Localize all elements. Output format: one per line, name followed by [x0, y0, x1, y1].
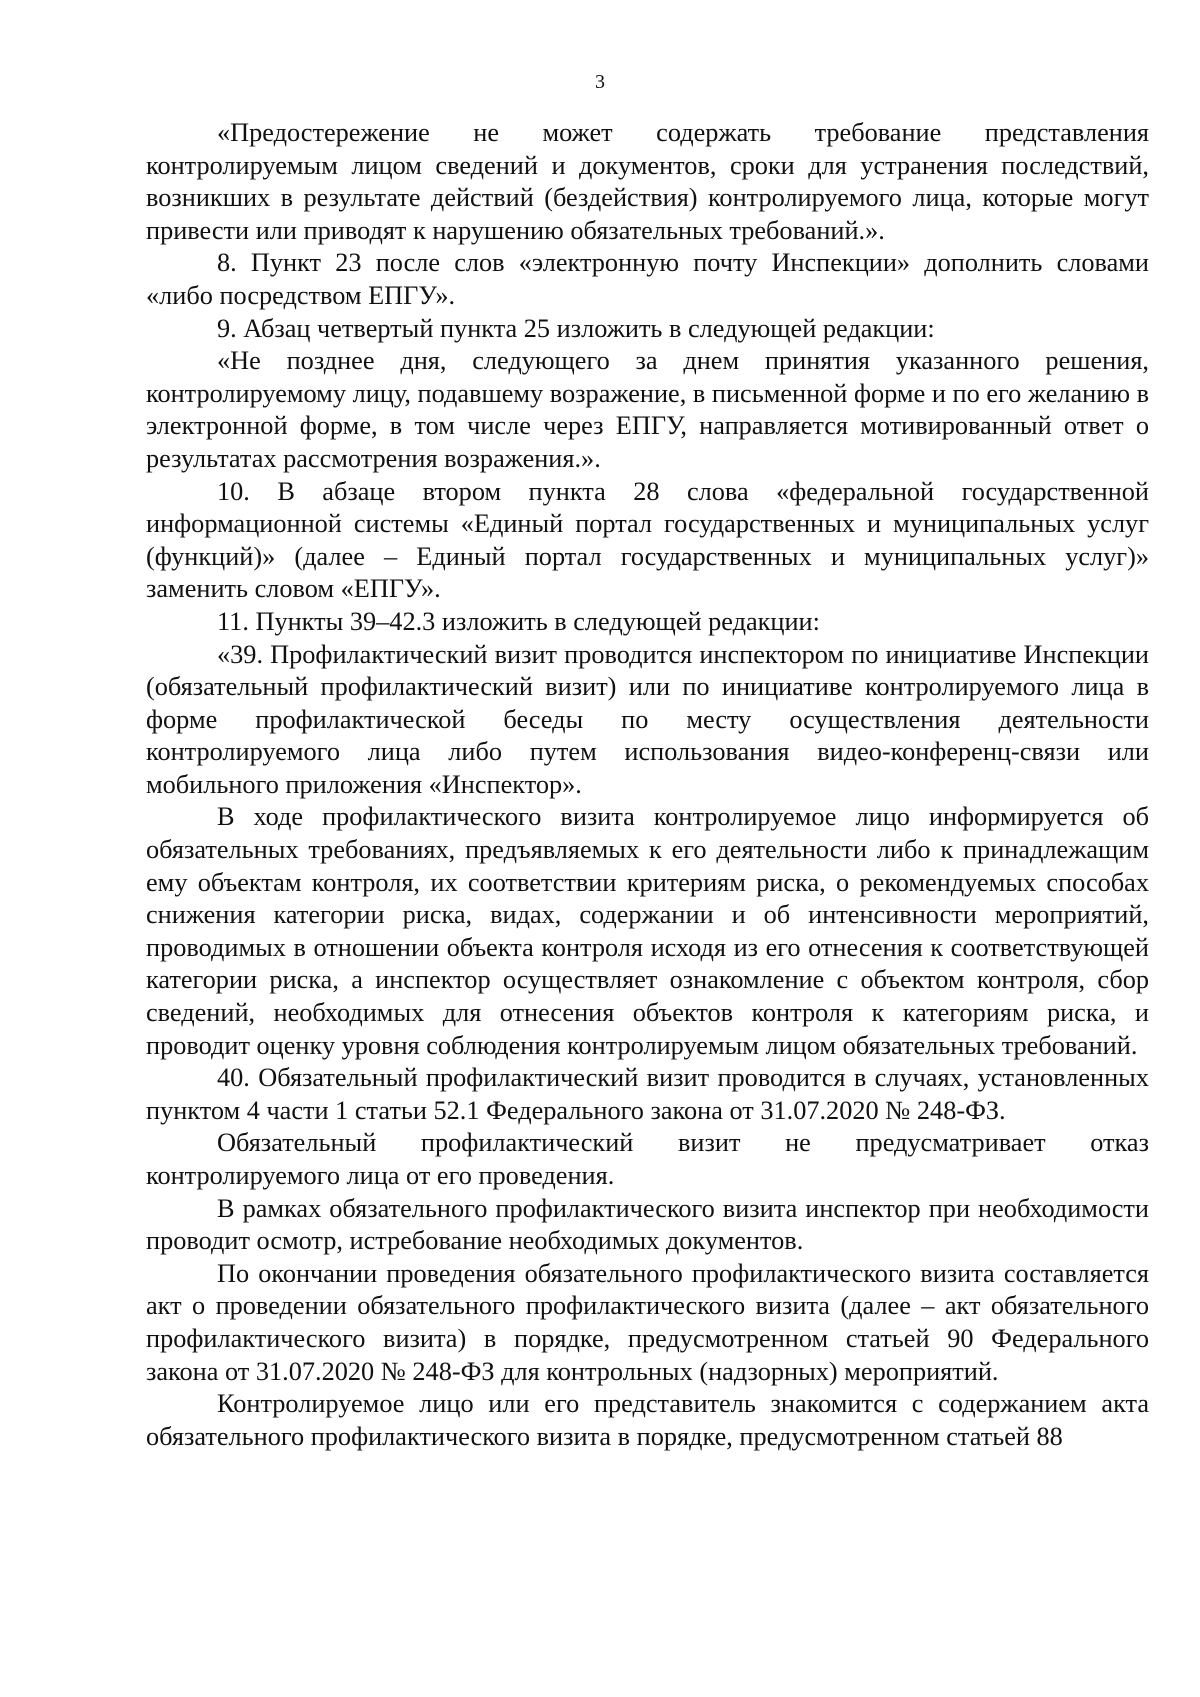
paragraph-clause-39: «39. Профилактический визит проводится инспектором по инициативе Инспекции (обязательный профилактический визит) или по инициативе контролируемого лица в форме профилактической беседы по месту осуществления деятельности контролируемого лица либо путем использования видео-конференц-связи или мобильного приложения «Инспектор».: [146, 639, 1149, 799]
paragraph-item-8: 8. Пункт 23 после слов «электронную почту Инспекции» дополнить словами «либо посредством ЕПГУ».: [146, 248, 1149, 310]
paragraph-item-9: 9. Абзац четвертый пункта 25 изложить в следующей редакции:: [217, 313, 935, 343]
document-body: [146, 117, 1149, 1453]
paragraph-objection-response: «Не позднее дня, следующего за днем принятия указанного решения, контролируемому лицу, подавшему возражение, в письменной форме и по его желанию в электронной форме, в том числе через ЕПГУ, направляется мотивированный ответ о результатах рассмотрения возражения.».: [146, 346, 1149, 473]
paragraph-visit-informing: В ходе профилактического визита контролируемое лицо информируется об обязательных требованиях, предъявляемых к его деятельности либо к принадлежащим ему объектам контроля, их соответствии критериям риска, о рекомендуемых способах снижения категории риска, видах, содержании и об интенсивности мероприятий, проводимых в отношении объекта контроля исходя из его отнесения к соответствующей категории риска, а инспектор осуществляет ознакомление с объектом контроля, сбор сведений, необходимых для отнесения объектов контроля к категориям риска, и проводит оценку уровня соблюдения контролируемым лицом обязательных требований.: [146, 802, 1149, 1060]
paragraph-clause-40: 40. Обязательный профилактический визит проводится в случаях, установленных пунктом 4 части 1 статьи 52.1 Федерального закона от 31.07.2020 № 248-ФЗ.: [146, 1063, 1149, 1125]
paragraph-item-10: 10. В абзаце втором пункта 28 слова «федеральной государственной информационной системы «Единый портал государственных и муниципальных услуг (функций)» (далее – Единый портал государственных и муниципальных услуг)» заменить словом «ЕПГУ».: [146, 476, 1149, 604]
paragraph-inspection-scope: В рамках обязательного профилактического визита инспектор при необходимости проводит осмотр, истребование необходимых документов.: [146, 1193, 1149, 1256]
paragraph-visit-act: По окончании проведения обязательного профилактического визита составляется акт о проведении обязательного профилактического визита (далее – акт обязательного профилактического визита) в порядке, предусмотренном статьей 90 Федерального закона от 31.07.2020 № 248-ФЗ для контрольных (надзорных) мероприятий.: [146, 1258, 1149, 1386]
paragraph-item-11: 11. Пункты 39–42.3 изложить в следующей редакции:: [217, 606, 820, 636]
paragraph-no-refusal: Обязательный профилактический визит не предусматривает отказ контролируемого лица от его проведения.: [146, 1128, 1149, 1190]
paragraph-warning-content: «Предостережение не может содержать требование представления контролируемым лицом сведений и документов, сроки для устранения последствий, возникших в результате действий (бездействия) контролируемого лица, которые могут привести или приводят к нарушению обязательных требований.».: [146, 118, 1149, 245]
page-number: 3: [595, 71, 605, 93]
paragraph-act-familiarization: Контролируемое лицо или его представитель знакомится с содержанием акта обязательного профилактического визита в порядке, предусмотренном статьей 88: [146, 1389, 1149, 1451]
